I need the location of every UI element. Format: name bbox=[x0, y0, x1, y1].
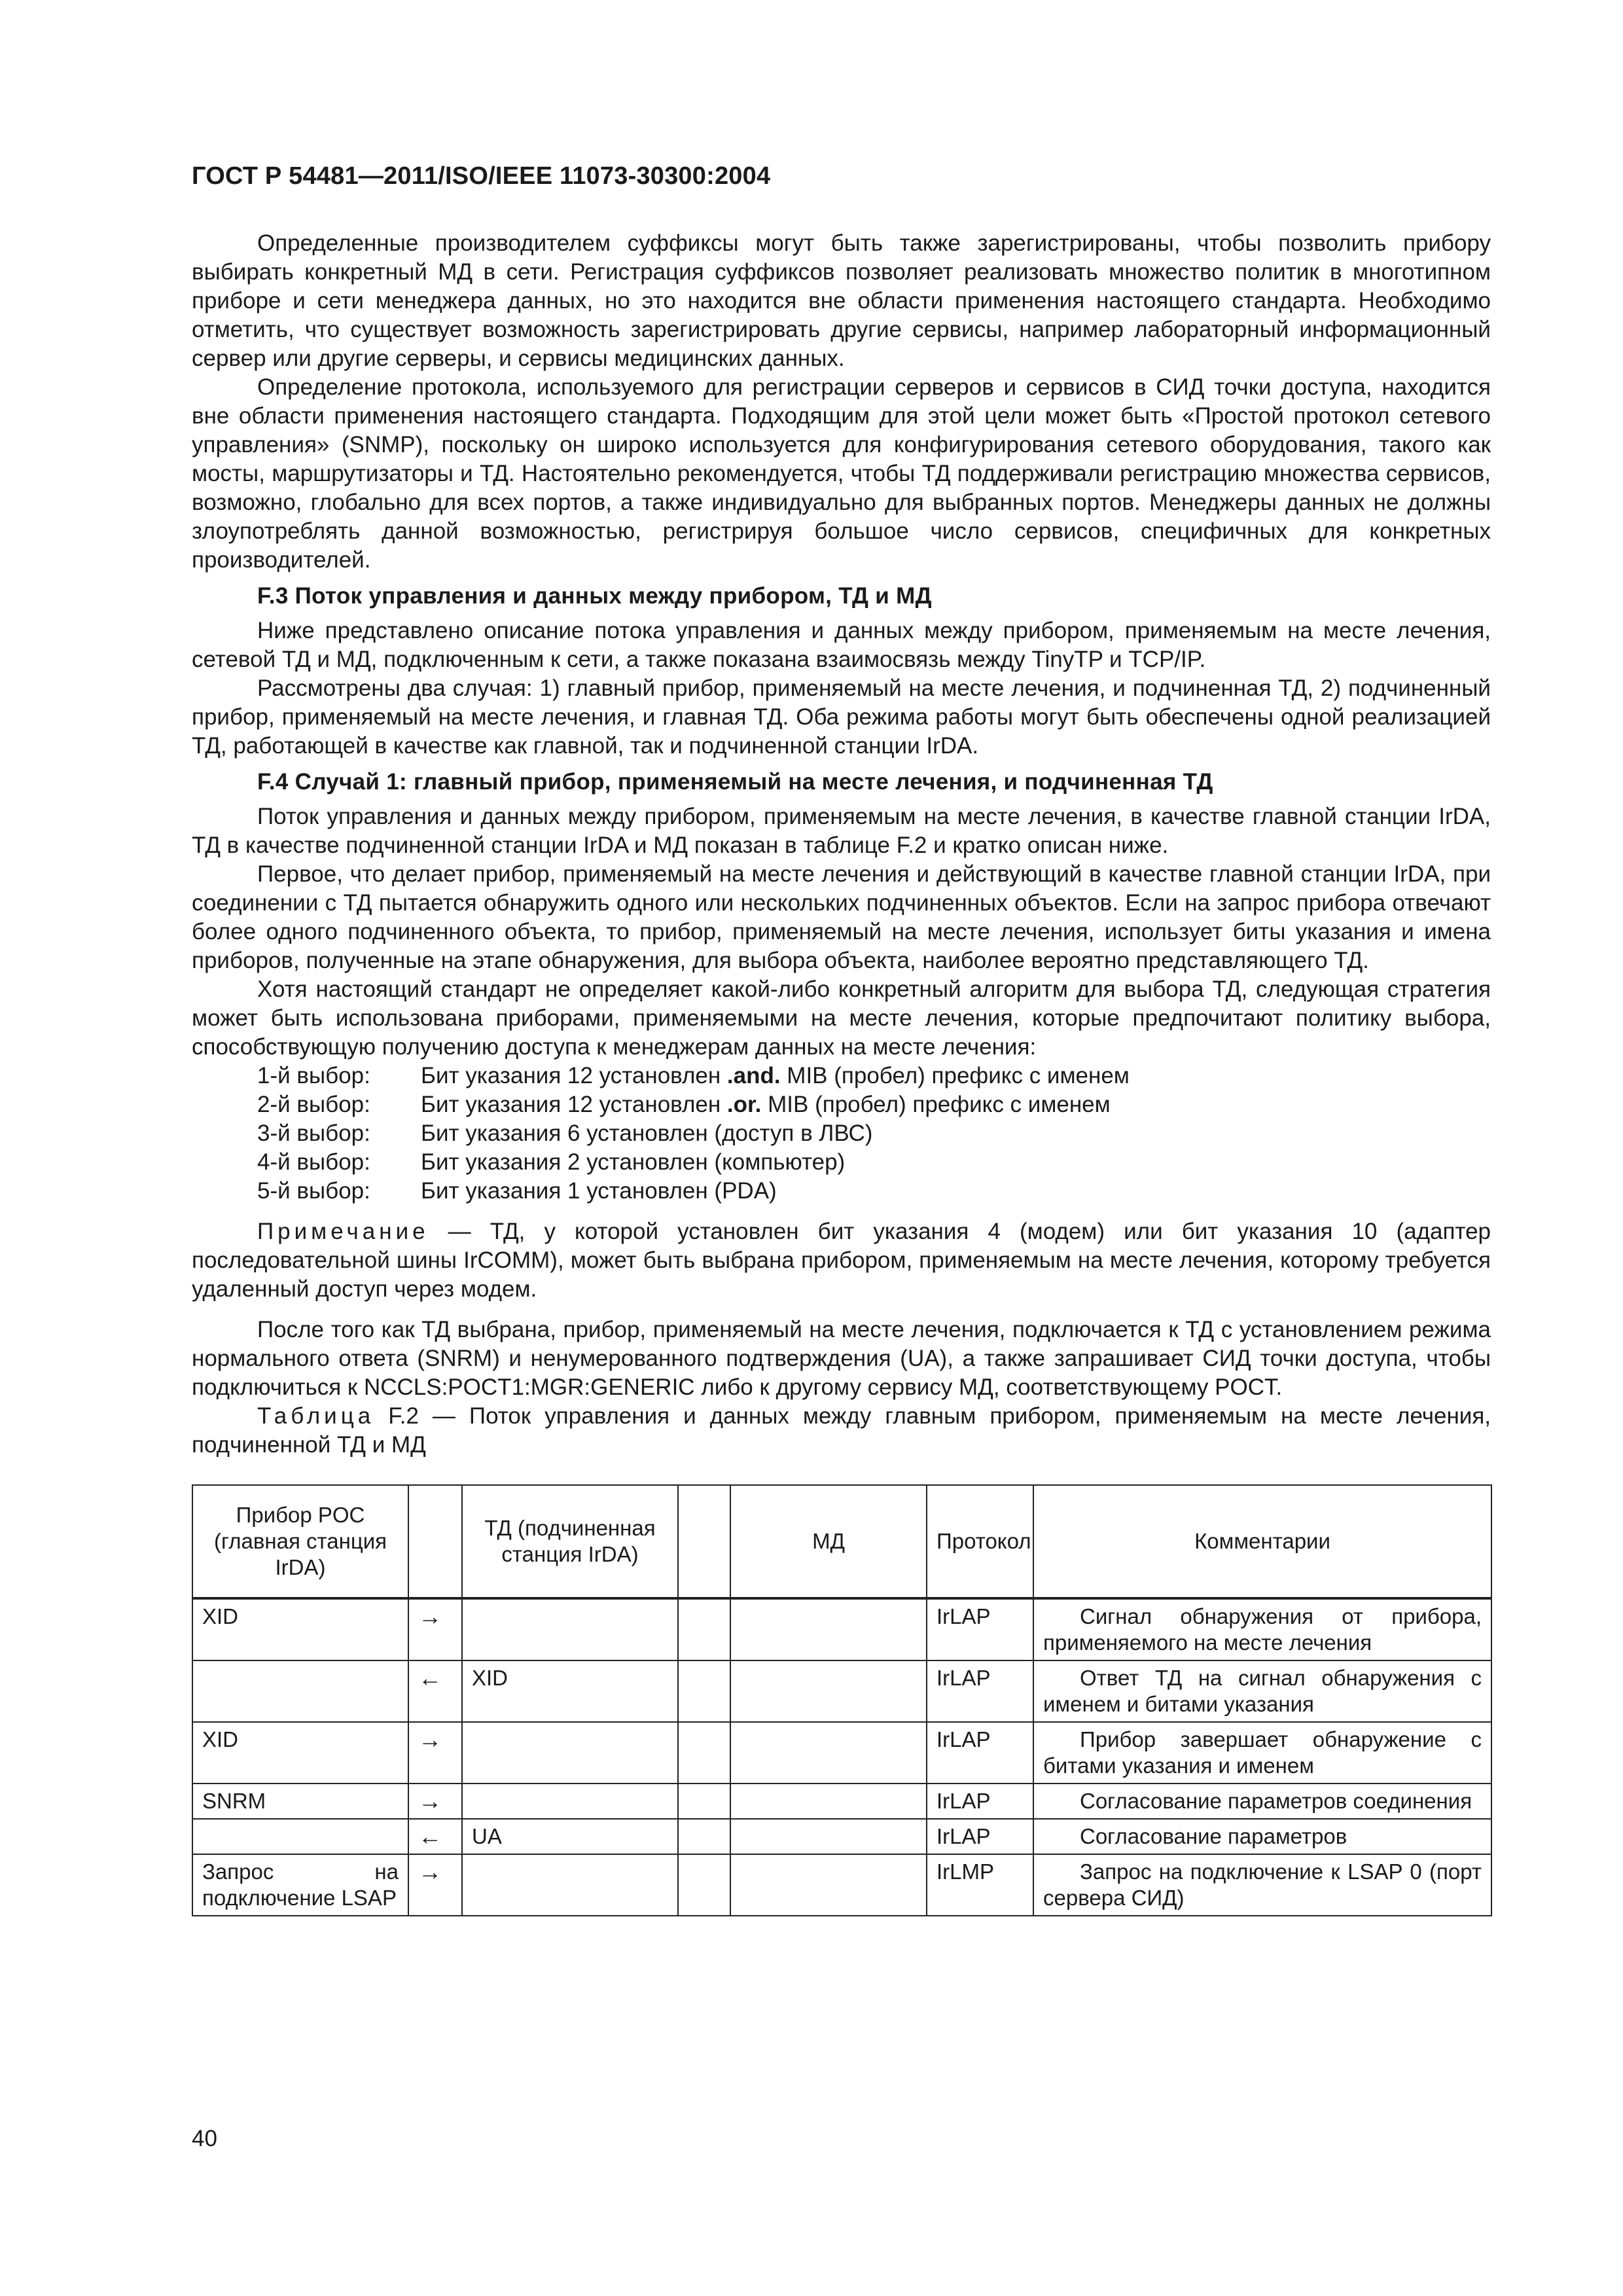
cell-arrow: → bbox=[408, 1722, 462, 1784]
cell-protocol: IrLAP bbox=[927, 1819, 1033, 1854]
cell-arrow bbox=[678, 1784, 730, 1819]
document-body bbox=[192, 229, 1491, 1916]
section-heading-f4: F.4 Случай 1: главный прибор, применяемый на месте лечения, и подчиненная ТД bbox=[257, 769, 1213, 795]
cell-protocol: IrLAP bbox=[927, 1660, 1033, 1722]
cell-arrow bbox=[678, 1660, 730, 1722]
note-text: — ТД, у которой установлен бит указания 4 (модем) или бит указания 10 (адаптер последовательной шины IrCOMM), может быть выбрана прибором, применяемым на месте лечения, которому требуется удаленный доступ через модем. bbox=[192, 1219, 1491, 1302]
paragraph: Поток управления и данных между прибором, применяемым на месте лечения, в качестве главной станции IrDA, ТД в качестве подчиненной станции IrDA и МД показан в таблице F.2 и кратко описан ниже. bbox=[192, 804, 1491, 858]
choice-label: 4-й выбор: bbox=[257, 1149, 370, 1175]
cell-comment: Ответ ТД на сигнал обнаружения с именем и битами указания bbox=[1033, 1660, 1491, 1722]
cell-comment: Прибор завершает обнаружение с битами указания и именем bbox=[1033, 1722, 1491, 1784]
cell-comment: Согласование параметров bbox=[1033, 1819, 1491, 1854]
cell-protocol: IrLAP bbox=[927, 1784, 1033, 1819]
cell-protocol: IrLAP bbox=[927, 1722, 1033, 1784]
cell-device: Запрос на подключение LSAP bbox=[192, 1854, 408, 1916]
cell-data-manager bbox=[730, 1784, 927, 1819]
cell-arrow: ← bbox=[408, 1660, 462, 1722]
header-data-manager: МД bbox=[730, 1485, 927, 1598]
choice-text: Бит указания 12 установлен .or. MIB (пробел) префикс с именем bbox=[421, 1092, 1111, 1117]
cell-data-manager bbox=[730, 1819, 927, 1854]
table-row bbox=[192, 1598, 1491, 1660]
cell-access-point bbox=[462, 1598, 678, 1660]
choice-text: Бит указания 12 установлен .and. MIB (пробел) префикс с именем bbox=[421, 1063, 1130, 1088]
paragraph: Определенные производителем суффиксы могут быть также зарегистрированы, чтобы позволить прибору выбирать конкретный МД в сети. Регистрация суффиксов позволяет реализовать множество политик в многотипном приборе и сети менеджера данных, но это находится вне области применения настоящего стандарта. Необходимо отметить, что существует возможность зарегистрировать другие сервисы, например лабораторный информационный сервер или другие серверы, и сервисы медицинских данных. bbox=[192, 230, 1491, 371]
table-row bbox=[192, 1722, 1491, 1784]
selection-choices-list bbox=[192, 1062, 1491, 1206]
table-header-row bbox=[192, 1485, 1491, 1598]
cell-data-manager bbox=[730, 1722, 927, 1784]
header-arrow bbox=[408, 1485, 462, 1598]
header-access-point: ТД (подчиненная станция IrDA) bbox=[462, 1485, 678, 1598]
cell-device: XID bbox=[192, 1722, 408, 1784]
list-item bbox=[192, 1090, 1491, 1119]
note-label: Примечание bbox=[257, 1219, 429, 1244]
cell-arrow bbox=[678, 1854, 730, 1916]
cell-device bbox=[192, 1819, 408, 1854]
paragraph: Определение протокола, используемого для регистрации серверов и сервисов в СИД точки доступа, находится вне области применения настоящего стандарта. Подходящим для этой цели может быть «Простой протокол сетевого управления» (SNMP), поскольку он широко используется для конфигурирования сетевого оборудования, такого как мосты, маршрутизаторы и ТД. Настоятельно рекомендуется, чтобы ТД поддерживали регистрацию множества сервисов, возможно, глобально для всех портов, а также индивидуально для выбранных портов. Менеджеры данных не должны злоупотреблять данной возможностью, регистрируя большое число сервисов, специфичных для конкретных производителей. bbox=[192, 374, 1491, 573]
cell-arrow: → bbox=[408, 1598, 462, 1660]
note-paragraph bbox=[192, 1217, 1491, 1304]
flow-table bbox=[192, 1484, 1492, 1916]
choice-label: 5-й выбор: bbox=[257, 1178, 370, 1204]
cell-access-point bbox=[462, 1722, 678, 1784]
page-number: 40 bbox=[192, 2126, 217, 2151]
cell-arrow: → bbox=[408, 1784, 462, 1819]
paragraph: После того как ТД выбрана, прибор, применяемый на месте лечения, подключается к ТД с установлением режима нормального ответа (SNRM) и ненумерованного подтверждения (UA), а также запрашивает СИД точки доступа, чтобы подключиться к NCCLS:POCT1:MGR:GENERIC либо к другому сервису МД, соответствующему POCT. bbox=[192, 1317, 1491, 1400]
list-item bbox=[192, 1148, 1491, 1177]
choice-label: 3-й выбор: bbox=[257, 1121, 370, 1146]
table-caption bbox=[192, 1402, 1491, 1460]
choice-label: 1-й выбор: bbox=[257, 1063, 370, 1088]
cell-access-point bbox=[462, 1784, 678, 1819]
header-device: Прибор POC (главная станция IrDA) bbox=[192, 1485, 408, 1598]
cell-data-manager bbox=[730, 1598, 927, 1660]
document-header: ГОСТ Р 54481—2011/ISO/IEEE 11073-30300:2004 bbox=[192, 162, 771, 190]
paragraph: Рассмотрены два случая: 1) главный прибор, применяемый на месте лечения, и подчиненная ТД, 2) подчиненный прибор, применяемый на месте лечения, и главная ТД. Оба режима работы могут быть обеспечены одной реализацией ТД, работающей в качестве как главной, так и подчиненной станции IrDA. bbox=[192, 675, 1491, 759]
choice-text: Бит указания 6 установлен (доступ в ЛВС) bbox=[421, 1121, 873, 1146]
cell-protocol: IrLMP bbox=[927, 1854, 1033, 1916]
choice-text: Бит указания 1 установлен (PDA) bbox=[421, 1178, 777, 1204]
cell-access-point bbox=[462, 1854, 678, 1916]
header-arrow bbox=[678, 1485, 730, 1598]
section-heading-f3: F.3 Поток управления и данных между прибором, ТД и МД bbox=[257, 583, 932, 609]
cell-device: SNRM bbox=[192, 1784, 408, 1819]
cell-arrow bbox=[678, 1819, 730, 1854]
table-row bbox=[192, 1784, 1491, 1819]
paragraph: Хотя настоящий стандарт не определяет какой-либо конкретный алгоритм для выбора ТД, следующая стратегия может быть использована приборами, применяемыми на месте лечения, которые предпочитают политику выбора, способствующую получению доступа к менеджерам данных на месте лечения: bbox=[192, 977, 1491, 1060]
table-row bbox=[192, 1819, 1491, 1854]
cell-access-point: UA bbox=[462, 1819, 678, 1854]
cell-arrow bbox=[678, 1722, 730, 1784]
caption-label: Таблица bbox=[257, 1403, 375, 1429]
cell-device: XID bbox=[192, 1598, 408, 1660]
paragraph: Первое, что делает прибор, применяемый на месте лечения и действующий в качестве главной станции IrDA, при соединении с ТД пытается обнаружить одного или нескольких подчиненных объектов. Если на запрос прибора отвечают более одного подчиненного объекта, то прибор, применяемый на месте лечения, использует биты указания и имена приборов, полученные на этапе обнаружения, для выбора объекта, наиболее вероятно представляющего ТД. bbox=[192, 861, 1491, 973]
choice-text: Бит указания 2 установлен (компьютер) bbox=[421, 1149, 846, 1175]
cell-comment: Сигнал обнаружения от прибора, применяемого на месте лечения bbox=[1033, 1598, 1491, 1660]
cell-arrow bbox=[678, 1598, 730, 1660]
list-item bbox=[192, 1177, 1491, 1206]
cell-device bbox=[192, 1660, 408, 1722]
choice-label: 2-й выбор: bbox=[257, 1092, 370, 1117]
cell-comment: Согласование параметров соединения bbox=[1033, 1784, 1491, 1819]
list-item bbox=[192, 1062, 1491, 1090]
header-comments: Комментарии bbox=[1033, 1485, 1491, 1598]
caption-text: F.2 — Поток управления и данных между главным прибором, применяемым на месте лечения, подчиненной ТД и МД bbox=[192, 1403, 1491, 1458]
cell-protocol: IrLAP bbox=[927, 1598, 1033, 1660]
table-row bbox=[192, 1854, 1491, 1916]
cell-data-manager bbox=[730, 1660, 927, 1722]
cell-arrow: ← bbox=[408, 1819, 462, 1854]
header-protocol: Протокол bbox=[927, 1485, 1033, 1598]
list-item bbox=[192, 1119, 1491, 1148]
paragraph: Ниже представлено описание потока управления и данных между прибором, применяемым на месте лечения, сетевой ТД и МД, подключенным к сети, а также показана взаимосвязь между TinyTP и TCP/IP. bbox=[192, 618, 1491, 672]
cell-comment: Запрос на подключение к LSAP 0 (порт сервера СИД) bbox=[1033, 1854, 1491, 1916]
cell-arrow: → bbox=[408, 1854, 462, 1916]
cell-access-point: XID bbox=[462, 1660, 678, 1722]
cell-data-manager bbox=[730, 1854, 927, 1916]
table-row bbox=[192, 1660, 1491, 1722]
